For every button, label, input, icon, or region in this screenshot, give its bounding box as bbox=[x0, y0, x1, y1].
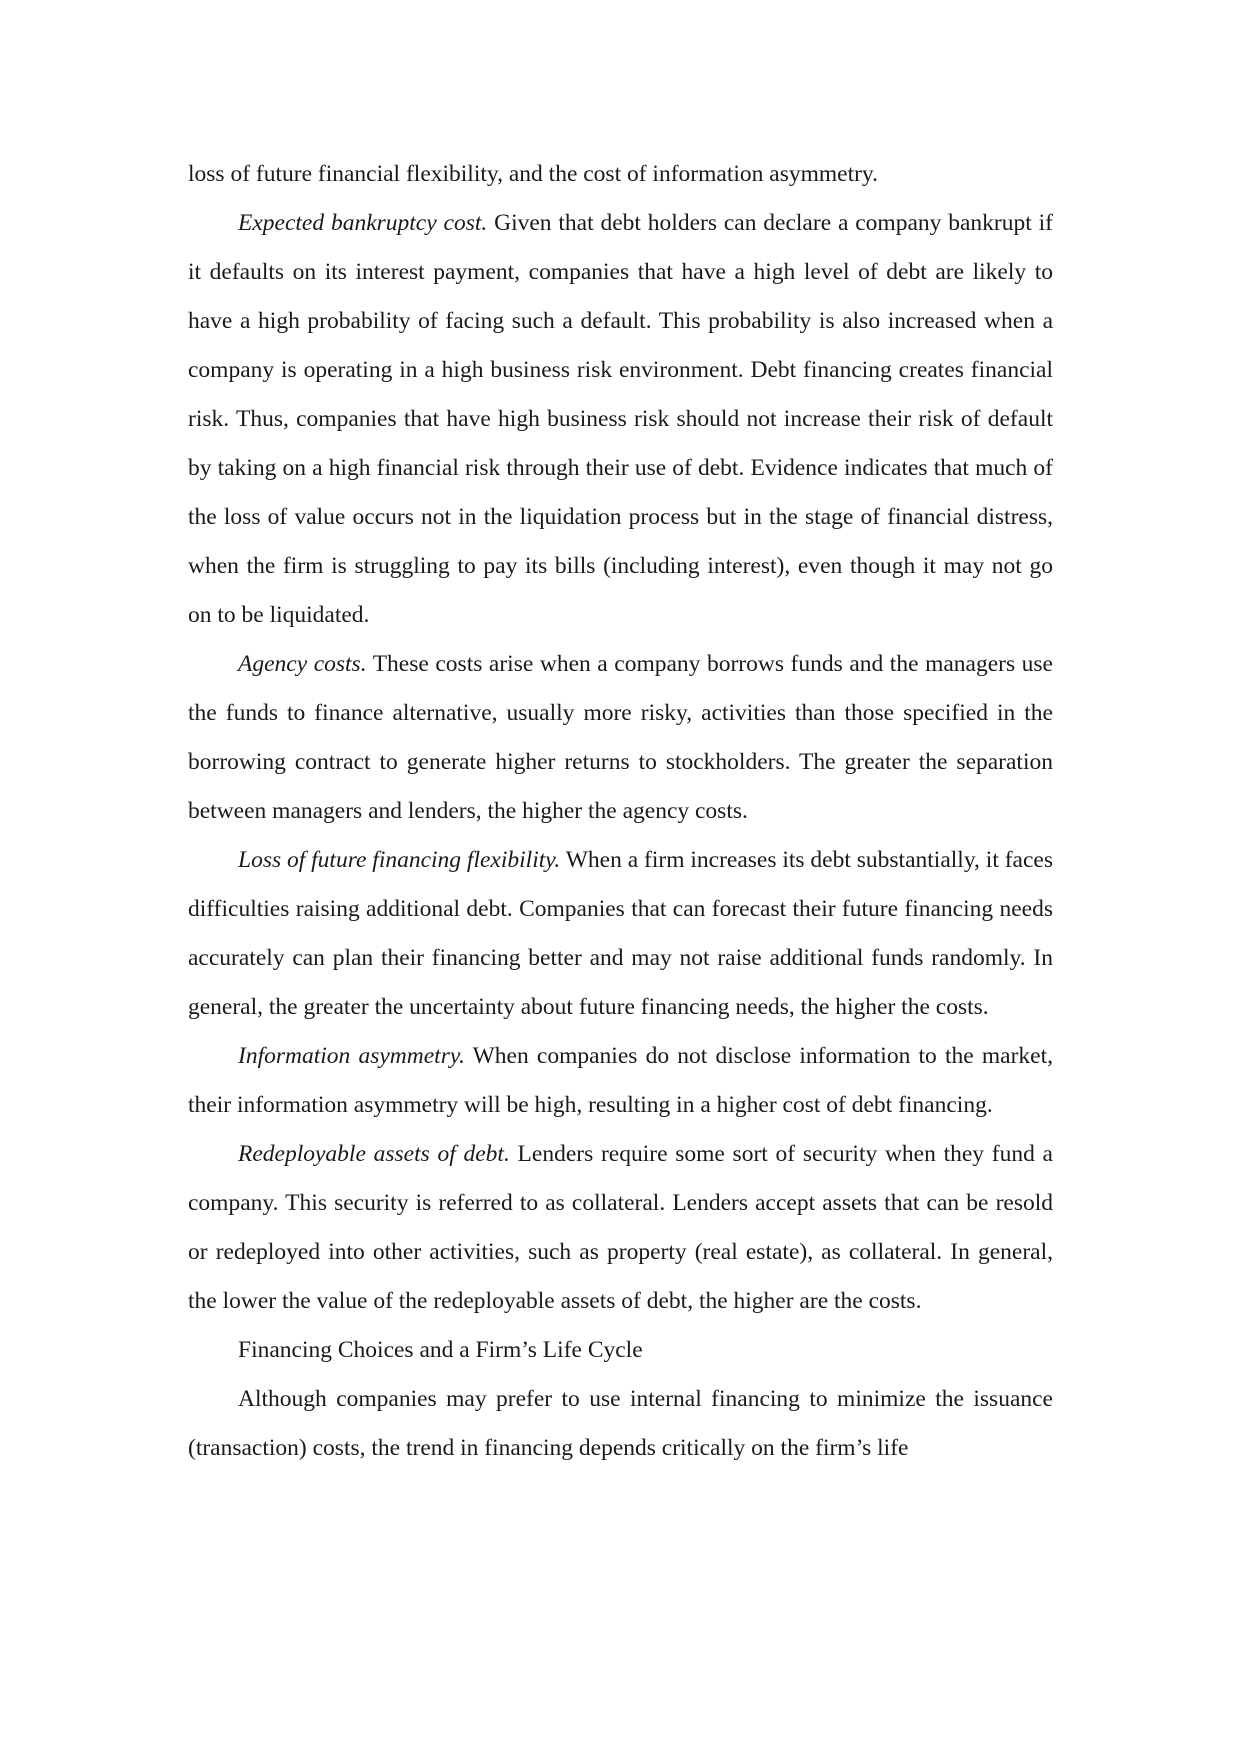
paragraph-text: When companies do not disclose information to the market, their information asymmetry will be high, resulting in a higher cost of debt financing. bbox=[188, 1043, 1053, 1118]
paragraph-redeployable-assets bbox=[188, 1130, 1053, 1326]
paragraph-loss-of-flexibility bbox=[188, 836, 1053, 1032]
paragraph-life-cycle-intro bbox=[188, 1375, 1053, 1473]
paragraph-term: Information asymmetry. bbox=[238, 1043, 465, 1069]
paragraph-intro-continuation bbox=[188, 150, 1053, 199]
paragraph-text: These costs arise when a company borrows funds and the managers use the funds to finance alternative, usually more risky, activities than those specified in the borrowing contract to generate higher returns to stockholders. The greater the separation between managers and lenders, the higher the agency costs. bbox=[188, 651, 1053, 824]
paragraph-agency-costs bbox=[188, 640, 1053, 836]
paragraph-text: Given that debt holders can declare a company bankrupt if it defaults on its interest payment, companies that have a high level of debt are likely to have a high probability of facing such a default. This probability is also increased when a company is operating in a high business risk environment. Debt financing creates financial risk. Thus, companies that have high business risk should not increase their risk of default by taking on a high financial risk through their use of debt. Evidence indicates that much of the loss of value occurs not in the liquidation process but in the stage of financial distress, when the firm is struggling to pay its bills (including interest), even though it may not go on to be liquidated. bbox=[188, 210, 1053, 628]
section-heading-text: Financing Choices and a Firm’s Life Cycle bbox=[238, 1337, 643, 1363]
paragraph-information-asymmetry bbox=[188, 1032, 1053, 1130]
paragraph-term: Expected bankruptcy cost. bbox=[238, 210, 488, 236]
paragraph-text: loss of future financial flexibility, and the cost of information asymmetry. bbox=[188, 161, 879, 187]
paragraph-term: Redeployable assets of debt. bbox=[238, 1141, 510, 1167]
paragraph-text: When a firm increases its debt substantially, it faces difficulties raising additional debt. Companies that can forecast their future financing needs accurately can plan their financing better and may not raise additional funds randomly. In general, the greater the uncertainty about future financing needs, the higher the costs. bbox=[188, 847, 1053, 1020]
paragraph-expected-bankruptcy-cost bbox=[188, 199, 1053, 640]
section-heading bbox=[188, 1326, 1053, 1375]
paragraph-term: Loss of future financing flexibility. bbox=[238, 847, 561, 873]
paragraph-text: Lenders require some sort of security when they fund a company. This security is referred to as collateral. Lenders accept assets that can be resold or redeployed into other activities, such as property (real estate), as collateral. In general, the lower the value of the redeployable assets of debt, the higher are the costs. bbox=[188, 1141, 1053, 1314]
paragraph-term: Agency costs. bbox=[238, 651, 367, 677]
paragraph-text: Although companies may prefer to use internal financing to minimize the issuance (transaction) costs, the trend in financing depends critically on the firm’s life bbox=[188, 1386, 1053, 1461]
document-page bbox=[188, 150, 1053, 1473]
